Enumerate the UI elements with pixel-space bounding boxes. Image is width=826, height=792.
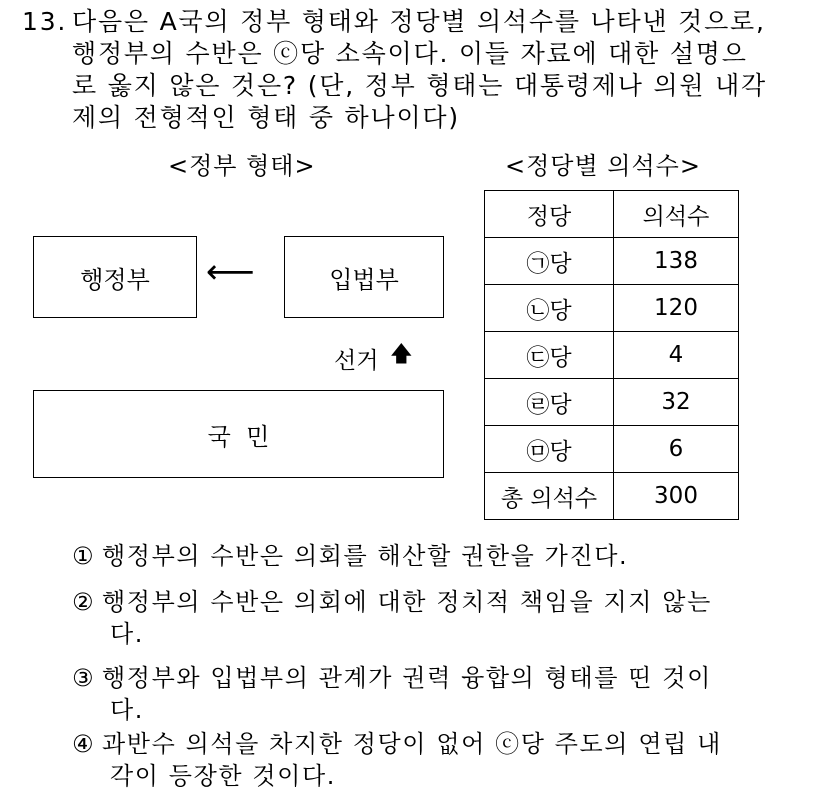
table-row: [485, 379, 739, 426]
choice-1[interactable]: [72, 540, 628, 572]
table-header-row: [485, 191, 739, 238]
question-line-1: 다음은 A국의 정부 형태와 정당별 의석수를 나타낸 것으로,: [72, 7, 766, 36]
arrow-left-icon: ⟵: [206, 252, 255, 292]
seat-cell: 6: [614, 426, 739, 473]
choice-text: 행정부의 수반은 의회를 해산할 권한을 가진다.: [102, 542, 629, 570]
party-cell: ㉡당: [485, 285, 614, 332]
seat-table: [484, 190, 739, 520]
legislature-box: 입법부: [284, 236, 444, 318]
seat-cell: 120: [614, 285, 739, 332]
choice-number: ①: [72, 542, 96, 570]
seat-cell: 4: [614, 332, 739, 379]
header-party: 정당: [485, 191, 614, 238]
total-seat-cell: 300: [614, 473, 739, 520]
table-row: [485, 426, 739, 473]
choice-2[interactable]: [72, 586, 712, 650]
question-number: 13.: [22, 7, 68, 36]
diagram-caption: <정부 형태>: [168, 152, 316, 180]
choice-number: ②: [72, 588, 96, 616]
choice-text-cont: 다.: [110, 696, 145, 724]
party-cell: ㉣당: [485, 379, 614, 426]
choice-text-cont: 각이 등장한 것이다.: [110, 762, 336, 790]
header-seats: 의석수: [614, 191, 739, 238]
seat-cell: 138: [614, 238, 739, 285]
table-row: [485, 238, 739, 285]
choice-3[interactable]: [72, 662, 712, 726]
table-row-total: [485, 473, 739, 520]
party-cell: ㉢당: [485, 332, 614, 379]
choice-text: 행정부의 수반은 의회에 대한 정치적 책임을 지지 않는: [102, 588, 712, 616]
seat-cell: 32: [614, 379, 739, 426]
choice-text: 행정부와 입법부의 관계가 권력 융합의 형태를 띤 것이: [102, 664, 712, 692]
election-label: 선거: [334, 348, 379, 374]
question-line-2: 행정부의 수반은 ⓒ당 소속이다. 이들 자료에 대한 설명으: [72, 39, 748, 68]
seat-table-caption: <정당별 의석수>: [505, 152, 701, 180]
choice-number: ③: [72, 664, 96, 692]
executive-box: 행정부: [33, 236, 197, 318]
party-cell: ㉠당: [485, 238, 614, 285]
citizens-box: 국 민: [33, 390, 444, 478]
choice-text: 과반수 의석을 차지한 정당이 없어 ⓒ당 주도의 연립 내: [102, 730, 722, 758]
choice-number: ④: [72, 730, 96, 758]
table-row: [485, 285, 739, 332]
choice-text-cont: 다.: [110, 620, 145, 648]
question-line-4: 제의 전형적인 형태 중 하나이다): [72, 103, 460, 132]
arrow-up-icon: 🡅: [390, 342, 413, 367]
party-cell: ㉤당: [485, 426, 614, 473]
choice-4[interactable]: [72, 728, 722, 792]
table-row: [485, 332, 739, 379]
question-line-3: 로 옳지 않은 것은? (단, 정부 형태는 대통령제나 의원 내각: [72, 71, 767, 100]
total-label-cell: 총 의석수: [485, 473, 614, 520]
